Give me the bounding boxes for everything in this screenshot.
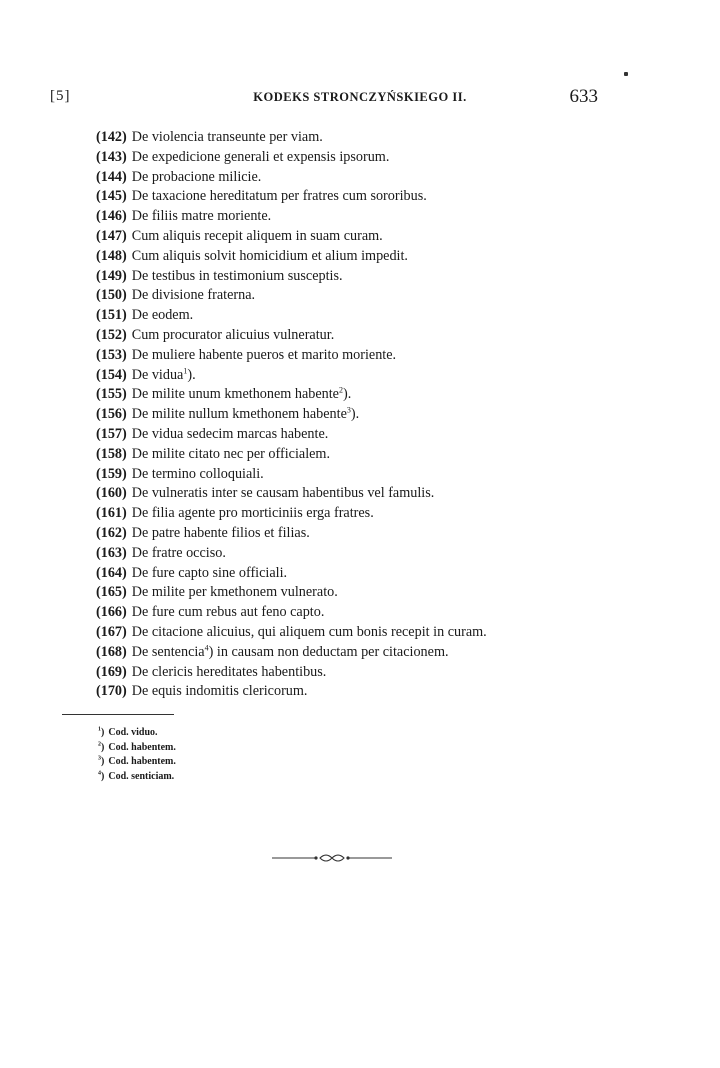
chapter-title: De sentencia: [131, 643, 205, 660]
chapter-number: (144): [96, 168, 127, 185]
footnote-mark-number: 4: [98, 770, 101, 777]
chapter-title: De taxacione hereditatum per fratres cum sororibus.: [131, 188, 427, 205]
chapter-entry: [96, 465, 616, 485]
chapter-number: (148): [96, 247, 127, 264]
footnote: [98, 755, 176, 770]
chapter-entry: [96, 385, 616, 405]
chapter-title: De filiis matre moriente.: [131, 208, 272, 225]
chapter-title-tail: ) in causam non deductam per citacionem.: [208, 643, 449, 660]
chapter-number: (145): [96, 188, 127, 205]
margin-mark: [624, 72, 628, 76]
chapter-title: De milite nullum kmethonem habente: [131, 406, 347, 423]
footnote-mark-number: 3: [98, 755, 101, 762]
footnotes: [98, 726, 176, 784]
footnote-text: Cod. habentem.: [108, 756, 176, 767]
header-left-mark: [5]: [50, 88, 71, 104]
chapter-title: De clericis hereditates habentibus.: [131, 663, 327, 680]
footnote-text: Cod. habentem.: [108, 741, 176, 753]
chapter-entry: [96, 603, 616, 623]
chapter-entry: [96, 346, 616, 366]
chapter-number: (161): [96, 505, 127, 522]
chapter-title: De probacione milicie.: [131, 168, 262, 185]
chapter-entry: [96, 227, 616, 247]
chapter-entry: [96, 168, 616, 188]
footnote-ref: 1: [183, 365, 188, 375]
chapter-entry: [96, 326, 616, 346]
chapter-entry: [96, 682, 616, 702]
chapter-number: (153): [96, 346, 127, 363]
chapter-number: (149): [96, 267, 127, 284]
chapter-entry: [96, 187, 616, 207]
running-title: KODEKS STRONCZYŃSKIEGO II.: [253, 90, 467, 104]
chapter-title: De milite per kmethonem vulnerato.: [131, 584, 338, 601]
ornament-divider: [272, 852, 392, 864]
chapter-title: Cum aliquis recepit aliquem in suam curam.: [131, 227, 383, 244]
chapter-entry: [96, 425, 616, 445]
chapter-entry: [96, 524, 616, 544]
chapter-title: Cum procurator alicuius vulneratur.: [131, 326, 335, 343]
chapter-title: De termino colloquiali.: [131, 465, 264, 482]
chapter-entry: [96, 207, 616, 227]
chapter-entry: [96, 247, 616, 267]
page-number: 633: [569, 86, 598, 107]
chapter-title: De eodem.: [131, 307, 194, 324]
chapter-title: De citacione alicuius, qui aliquem cum bonis recepit in curam.: [131, 623, 487, 640]
chapter-title: De patre habente filios et filias.: [131, 524, 310, 541]
chapter-number: (154): [96, 366, 127, 383]
chapter-entry: [96, 128, 616, 148]
chapter-entry: [96, 366, 616, 386]
chapter-title: De vulneratis inter se causam habentibus vel famulis.: [131, 485, 435, 502]
chapter-entry: [96, 267, 616, 287]
chapter-number: (166): [96, 604, 127, 621]
footnote-mark: $^4$): [98, 770, 105, 782]
chapter-title: De divisione fraterna.: [131, 287, 256, 304]
chapter-entry: [96, 148, 616, 168]
chapter-title: De testibus in testimonium susceptis.: [131, 267, 343, 284]
chapter-number: (155): [96, 386, 127, 403]
footnote-ref: 4: [204, 642, 209, 652]
chapter-title-tail: ).: [350, 406, 360, 423]
footnote-mark-number: 1: [98, 726, 101, 733]
chapter-number: (168): [96, 643, 127, 660]
chapter-entry: [96, 564, 616, 584]
chapter-title: De fure cum rebus aut feno capto.: [131, 604, 325, 621]
footnote-mark: $^2$): [98, 741, 105, 753]
chapter-title: De vidua: [131, 366, 184, 383]
chapter-title: De fratre occiso.: [131, 544, 226, 561]
chapter-title: De fure capto sine officiali.: [131, 564, 288, 581]
chapter-number: (143): [96, 148, 127, 165]
footnote-mark: $^1$): [98, 726, 105, 738]
chapter-number: (169): [96, 663, 127, 680]
chapter-number: (162): [96, 524, 127, 541]
chapter-title: Cum aliquis solvit homicidium et alium impedit.: [131, 247, 408, 264]
chapter-number: (159): [96, 465, 127, 482]
chapter-number: (156): [96, 406, 127, 423]
footnote-separator: [62, 714, 174, 715]
chapter-entry: [96, 643, 616, 663]
chapter-number: (152): [96, 326, 127, 343]
chapter-entry: [96, 544, 616, 564]
chapter-number: (160): [96, 485, 127, 502]
chapter-title: De violencia transeunte per viam.: [131, 129, 323, 145]
chapter-number: (167): [96, 623, 127, 640]
chapter-entry: [96, 623, 616, 643]
chapter-title: De expedicione generali et expensis ipsorum.: [131, 148, 390, 165]
footnote: [98, 726, 176, 741]
chapter-title: De filia agente pro morticiniis erga fratres.: [131, 505, 374, 522]
chapter-entry: [96, 286, 616, 306]
footnote-text: Cod. viduo.: [108, 727, 158, 738]
chapter-number: (170): [96, 683, 127, 700]
chapter-title: De milite citato nec per officialem.: [131, 445, 331, 462]
chapter-number: (163): [96, 544, 127, 561]
chapter-number: (147): [96, 227, 127, 244]
chapter-list: [96, 128, 616, 702]
footnote-text: Cod. senticiam.: [108, 770, 175, 782]
footnote-mark-number: 2: [98, 741, 101, 748]
chapter-entry: [96, 306, 616, 326]
chapter-title: De muliere habente pueros et marito moriente.: [131, 346, 397, 363]
chapter-number: (164): [96, 564, 127, 581]
chapter-entry: [96, 504, 616, 524]
footnote-ref: 3: [346, 405, 351, 415]
chapter-number: (150): [96, 287, 127, 304]
chapter-title-tail: ).: [342, 386, 352, 403]
chapter-entry: [96, 484, 616, 504]
chapter-entry: [96, 405, 616, 425]
chapter-number: (165): [96, 584, 127, 601]
chapter-title: De milite unum kmethonem habente: [131, 386, 339, 403]
footnote: [98, 770, 176, 785]
footnote-ref: 2: [338, 385, 343, 395]
chapter-entry: [96, 583, 616, 603]
chapter-number: (151): [96, 307, 127, 324]
chapter-number: (142): [96, 129, 127, 145]
footnote-mark: $^3$): [98, 755, 105, 767]
chapter-entry: [96, 663, 616, 683]
chapter-number: (146): [96, 208, 127, 225]
chapter-title: De equis indomitis clericorum.: [131, 683, 308, 700]
chapter-entry: [96, 445, 616, 465]
page-header: [0, 88, 720, 112]
footnote: [98, 741, 176, 756]
chapter-number: (157): [96, 425, 127, 442]
chapter-number: (158): [96, 445, 127, 462]
chapter-title: De vidua sedecim marcas habente.: [131, 425, 329, 442]
chapter-title-tail: ).: [187, 366, 196, 383]
